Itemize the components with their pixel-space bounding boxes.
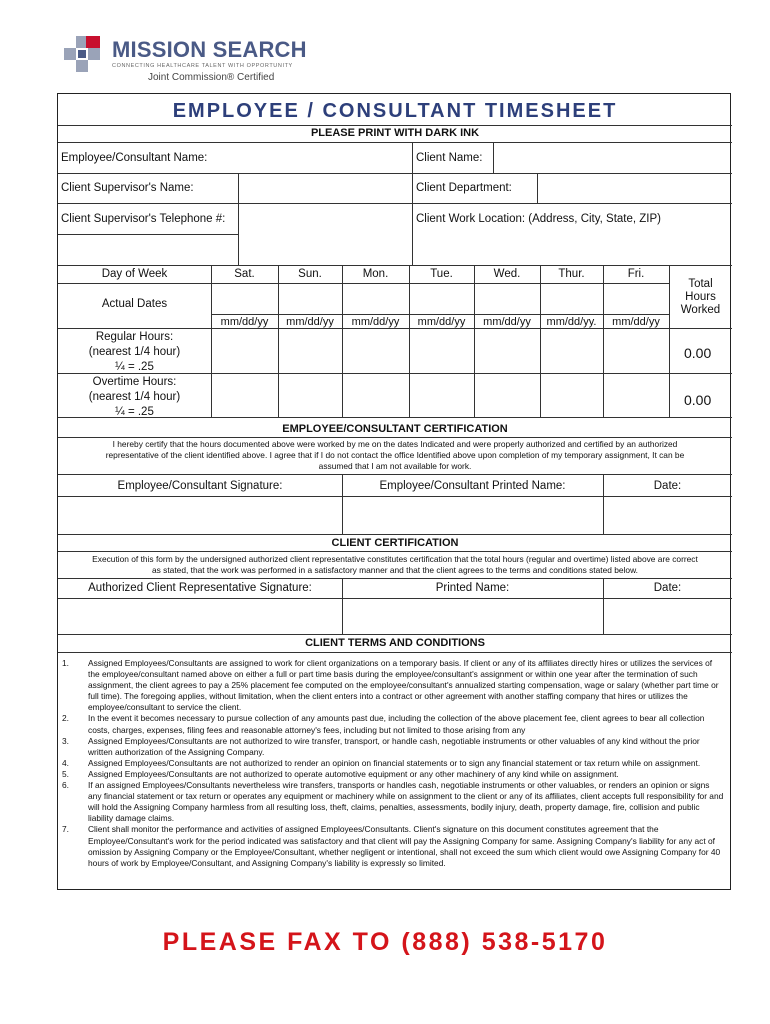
supervisor-phone-field[interactable] bbox=[239, 204, 412, 234]
print-instruction: PLEASE PRINT WITH DARK INK bbox=[310, 127, 480, 139]
supervisor-phone-label: Client Supervisor's Telephone #: bbox=[61, 213, 226, 225]
employee-cert-text: I hereby certify that the hours documented above were worked by me on the dates Indicated and were properly authorized and certified by an authorized representative of the client identified above. I agree that if I do not contact the office Identified above upon completion of my temporary assignment, It can be assumed that I am not available for work. bbox=[105, 439, 685, 471]
employee-signature-label: Employee/Consultant Signature: bbox=[117, 480, 283, 492]
regular-hours-label: Regular Hours: (nearest 1/4 hour) ¼ = .25 bbox=[88, 331, 181, 373]
overtime-hours-label: Overtime Hours: (nearest 1/4 hour) ¼ = .25 bbox=[88, 376, 181, 418]
regular-hours-inputs[interactable] bbox=[212, 329, 669, 373]
regular-hours-total: 0.00 bbox=[684, 345, 712, 361]
day-wed: Wed. bbox=[493, 268, 521, 280]
employee-name-label: Employee/Consultant Name: bbox=[61, 152, 208, 164]
day-tue: Tue. bbox=[430, 268, 453, 280]
employee-name-field[interactable] bbox=[238, 143, 412, 173]
date-input-wed[interactable]: mm/dd/yy bbox=[483, 316, 531, 328]
client-date-label: Date: bbox=[653, 582, 682, 594]
term-item: 7. Client shall monitor the performance and activities of assigned Employees/Consultants. Client's signature on this document constitutes agreement that the Employee/Consultant's work for the period indicated was satisfactory and that client will pay the Assigning Company for same. Assigning Company's liability for any act of omission by Assigning Company or the Employee/Consultant, whether negligent or intentional, shall not exceed the sum which client would owe Assigning Company for 40 hours of work by Employee/Consultant, and Assigning Company's liability is expressly so limited. bbox=[62, 824, 721, 868]
terms-heading: CLIENT TERMS AND CONDITIONS bbox=[305, 637, 485, 649]
date-input-fri[interactable]: mm/dd/yy bbox=[612, 316, 660, 328]
joint-commission-certification: Joint Commission® Certified bbox=[148, 72, 275, 83]
client-printed-name-label: Printed Name: bbox=[435, 582, 510, 594]
term-item: 2. In the event it becomes necessary to pursue collection of any amounts past due, including the collection of the above placement fee, client agrees to bear all collection costs, charges, expenses, filing fees and reasonable attorney's fees, including but not limited to those arising from any bbox=[62, 713, 705, 735]
term-item: 5. Assigned Employees/Consultants are not authorized to operate automotive equipment or any other machinery of any kind while on assignment. bbox=[62, 768, 619, 779]
term-item: 6. If an assigned Employees/Consultants nevertheless wire transfers, transports or handles cash, negotiable instruments or other valuables, or renders an opinion or signs any financial statement or tax return or operates any equipment or machinery while on assignment to the client or any of its affiliates, client accepts full responsibility for and will hold the Assigning Company harmless from all resulting loss, theft, claims, penalties, assessments, bodily injury, death, property damage, fire, collision and public liability damage claims. bbox=[62, 780, 724, 824]
terms-list bbox=[62, 658, 724, 869]
overtime-hours-inputs[interactable] bbox=[212, 374, 669, 417]
client-department-label: Client Department: bbox=[416, 182, 512, 194]
client-signature-field[interactable] bbox=[59, 599, 342, 634]
date-input-tue[interactable]: mm/dd/yy bbox=[417, 316, 466, 328]
timesheet-form bbox=[57, 93, 731, 890]
client-cert-heading: CLIENT CERTIFICATION bbox=[331, 537, 459, 549]
day-mon: Mon. bbox=[362, 268, 389, 280]
client-name-label: Client Name: bbox=[416, 152, 483, 164]
client-name-field[interactable] bbox=[494, 143, 731, 173]
term-item: 4. Assigned Employees/Consultants are not authorized to render an opinion on financial statements or to sign any financial statement or tax return while on assignment. bbox=[62, 757, 701, 768]
client-printed-name-field[interactable] bbox=[343, 599, 603, 634]
term-item: 1. Assigned Employees/Consultants are assigned to work for client organizations on a temporary basis. If client or any of its affiliates directly hires or utilizes the services of the employee/consultant named above on either a full or part time basis during the employee/consultant's assignment or within one year after the termination of such assignment, the client agrees to pay a 25% placement fee computed on the employee/consultant's annualized starting compensation, wage or salary (whether part time or full time). The foregoing applies, without limitation, when the client enters into a contract or other agreement with another staffing company that hires or utilizes the employee/consultant to service the client. bbox=[62, 658, 719, 713]
employee-cert-heading: EMPLOYEE/CONSULTANT CERTIFICATION bbox=[282, 423, 508, 435]
day-sun: Sun. bbox=[298, 268, 322, 280]
day-of-week-label: Day of Week bbox=[101, 268, 168, 280]
employee-signature-field[interactable] bbox=[59, 497, 342, 534]
date-input-mon[interactable]: mm/dd/yy bbox=[351, 316, 400, 328]
date-input-thur[interactable]: mm/dd/yy. bbox=[546, 316, 597, 328]
employee-printed-name-label: Employee/Consultant Printed Name: bbox=[379, 480, 566, 492]
client-signature-label: Authorized Client Representative Signature: bbox=[88, 582, 312, 594]
term-item: 3. Assigned Employees/Consultants are not authorized to wire transfer, transport, or handle cash, negotiable instruments or other valuables of any kind without the prior written authorization of the Assigning Company. bbox=[62, 735, 700, 757]
employee-date-label: Date: bbox=[653, 480, 682, 492]
date-input-sat[interactable]: mm/dd/yy bbox=[220, 316, 269, 328]
supervisor-name-field[interactable] bbox=[239, 174, 412, 203]
supervisor-name-label: Client Supervisor's Name: bbox=[61, 182, 194, 194]
company-logo bbox=[62, 34, 362, 90]
client-location-field[interactable] bbox=[413, 235, 731, 265]
logo-tagline: CONNECTING HEALTHCARE TALENT WITH OPPORTUNITY bbox=[112, 63, 293, 69]
employee-printed-name-field[interactable] bbox=[343, 497, 603, 534]
client-department-field[interactable] bbox=[538, 174, 731, 203]
actual-dates-label: Actual Dates bbox=[101, 298, 168, 310]
client-location-label: Client Work Location: (Address, City, State, ZIP) bbox=[416, 213, 661, 225]
date-input-sun[interactable]: mm/dd/yy bbox=[286, 316, 334, 328]
day-fri: Fri. bbox=[627, 268, 645, 280]
overtime-hours-total: 0.00 bbox=[684, 392, 712, 408]
client-cert-text: Execution of this form by the undersigned authorized client representative constitutes certification that the total hours (regular and overtime) listed above are correct as stated, that the work was performed in a satisfactory manner and that the client agrees to the terms and conditions stated below. bbox=[92, 554, 698, 575]
form-title: EMPLOYEE / CONSULTANT TIMESHEET bbox=[172, 100, 618, 122]
total-hours-heading: Total Hours Worked bbox=[680, 278, 721, 316]
fax-instruction: PLEASE FAX TO (888) 538-5170 bbox=[162, 928, 608, 956]
logo-wordmark: MISSION SEARCH bbox=[112, 37, 307, 62]
employee-date-field[interactable] bbox=[604, 497, 731, 534]
day-sat: Sat. bbox=[234, 268, 255, 280]
day-thur: Thur. bbox=[558, 268, 585, 280]
medical-cross-icon bbox=[62, 34, 106, 74]
client-date-field[interactable] bbox=[604, 599, 731, 634]
